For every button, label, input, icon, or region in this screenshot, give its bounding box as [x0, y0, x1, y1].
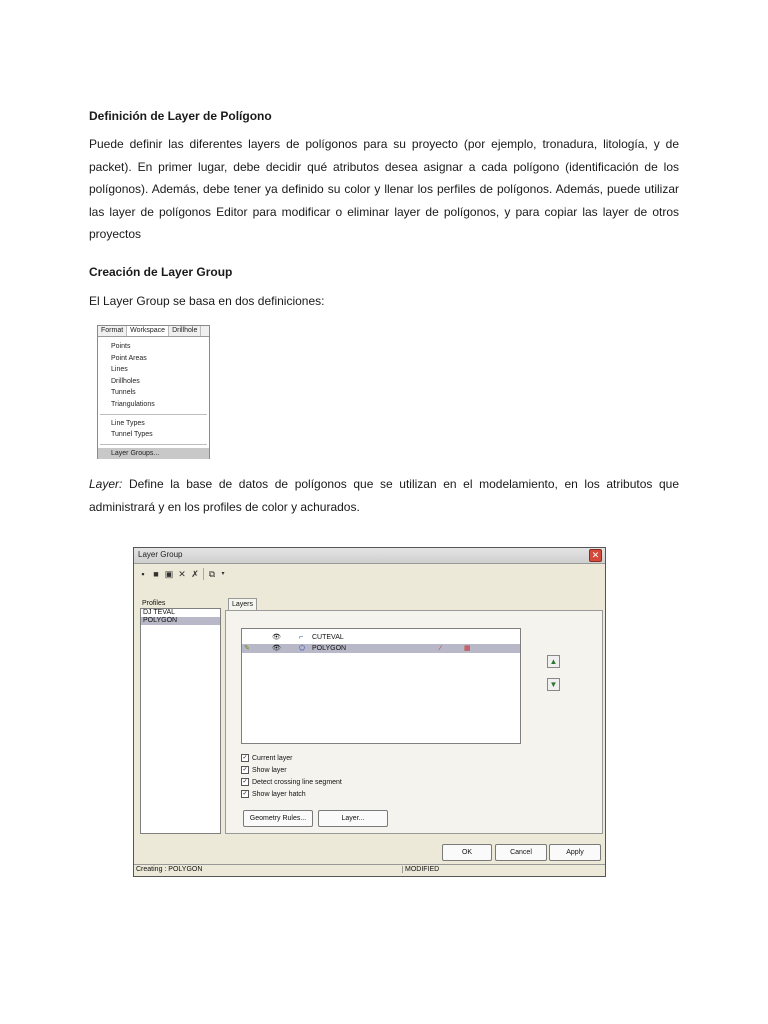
section-heading-layer-poligono: Definición de Layer de Polígono: [89, 109, 272, 123]
status-text: Creating : POLYGON: [136, 866, 203, 873]
profile-item[interactable]: DJ TEVAL: [143, 609, 176, 616]
intro-text: El Layer Group se basa en dos definiciones:: [89, 294, 325, 308]
menu-item-lines[interactable]: Lines: [111, 366, 128, 374]
checkbox-detect-crossing[interactable]: [241, 778, 342, 786]
menu-separator: [100, 444, 207, 445]
menu-item-layer-groups[interactable]: Layer Groups...: [98, 448, 209, 460]
chevron-down-icon[interactable]: ▾: [221, 571, 225, 577]
menu-item-line-types[interactable]: Line Types: [111, 419, 145, 427]
line-color-icon[interactable]: ∕: [440, 645, 442, 652]
save-as-icon[interactable]: ▣: [164, 569, 174, 579]
geometry-rules-button[interactable]: Geometry Rules...: [243, 810, 313, 827]
profile-item-selected[interactable]: POLYGON: [141, 617, 220, 625]
move-down-button[interactable]: ▼: [547, 678, 560, 691]
close-icon[interactable]: ✕: [589, 549, 602, 562]
tab-layers[interactable]: Layers: [228, 598, 257, 611]
menu-item-points[interactable]: Points: [111, 343, 131, 350]
apply-button[interactable]: Apply: [549, 844, 601, 861]
visibility-icon[interactable]: 👁: [272, 634, 281, 641]
menu-item-tunnels[interactable]: Tunnels: [111, 389, 136, 397]
section-paragraph: [89, 133, 679, 246]
toolbar-separator: [203, 568, 204, 580]
layer-button[interactable]: Layer...: [318, 810, 388, 827]
delete-icon[interactable]: ✕: [178, 569, 186, 579]
layer-row-selected[interactable]: [242, 644, 520, 653]
checkbox-show-layer[interactable]: [241, 766, 287, 774]
edit-pencil-icon: ✎: [244, 645, 250, 652]
status-modified: MODIFIED: [402, 866, 439, 873]
profiles-list[interactable]: [140, 608, 221, 834]
cancel-button[interactable]: Cancel: [495, 844, 547, 861]
menu-item-tunnel-types[interactable]: Tunnel Types: [111, 431, 153, 439]
polyline-icon: ⌐: [299, 634, 304, 641]
menu-separator: [100, 414, 207, 415]
checkbox-label: Current layer: [252, 754, 293, 762]
menu-bar-drillhole[interactable]: Drillhole: [169, 326, 201, 336]
delete-all-icon[interactable]: ✗: [191, 569, 199, 579]
ok-button[interactable]: OK: [442, 844, 492, 861]
checkbox-checked-icon[interactable]: ✓: [242, 755, 248, 761]
dialog-toolbar: [138, 568, 226, 580]
section-heading-layer-group: Creación de Layer Group: [89, 265, 233, 279]
move-up-button[interactable]: ▲: [547, 655, 560, 668]
save-icon[interactable]: ■: [153, 569, 159, 579]
menu-bar-format[interactable]: Format: [98, 326, 127, 336]
layer-row[interactable]: [242, 633, 520, 642]
layer-definition: [89, 473, 679, 518]
layer-group-dialog: [133, 547, 606, 877]
paragraph-text: Puede definir las diferentes layers de polígonos para su proyecto (por ejemplo, tronadura, litología, y de packet). En primer lugar, debe decidir qué atributos desea asignar a cada polígono (identificación de los polígonos). Además, debe tener ya definido su color y llenar los perfiles de polígonos. Además, puede utilizar las layer de polígonos Editor para modificar o eliminar layer de polígonos, y para copiar las layer de otros proyectos: [89, 137, 679, 241]
checkbox-current-layer[interactable]: [241, 754, 292, 762]
format-menu-screenshot: [97, 325, 210, 459]
layer-list[interactable]: [241, 628, 521, 744]
checkbox-label: Show layer: [252, 766, 287, 774]
checkbox-checked-icon[interactable]: ✓: [242, 791, 248, 797]
dialog-titlebar: [134, 548, 605, 564]
polygon-icon: ⬠: [299, 645, 306, 652]
dialog-title: Layer Group: [138, 550, 183, 559]
profiles-label: Profiles: [142, 600, 166, 607]
menu-item-triangulations[interactable]: Triangulations: [111, 400, 155, 408]
menu-bar-workspace[interactable]: Workspace: [127, 326, 169, 336]
menu-item-point-areas[interactable]: Point Areas: [111, 354, 147, 362]
layer-term: Layer:: [89, 477, 123, 491]
checkbox-checked-icon[interactable]: ✓: [242, 767, 248, 773]
layer-description: Define la base de datos de polígonos que se utilizan en el modelamiento, en los atributos que administrará y en los profiles de color y achurados.: [89, 477, 679, 514]
checkbox-show-hatch[interactable]: [241, 790, 306, 798]
checkbox-checked-icon[interactable]: ✓: [242, 779, 248, 785]
layer-name: CUTEVAL: [312, 634, 344, 641]
checkbox-label: Detect crossing line segment: [252, 778, 342, 786]
menu-item-drillholes[interactable]: Drillholes: [111, 377, 140, 385]
menu-bar: [98, 326, 209, 337]
status-bar: [134, 864, 605, 876]
hatch-pattern-icon[interactable]: ▦: [464, 645, 471, 652]
layer-name: POLYGON: [312, 645, 347, 652]
layer-definition-text: [89, 473, 679, 518]
new-icon[interactable]: ▪: [141, 569, 145, 579]
copy-dropdown-icon[interactable]: ⧉: [208, 569, 216, 579]
visibility-icon[interactable]: 👁: [272, 645, 281, 652]
checkbox-label: Show layer hatch: [252, 790, 306, 798]
